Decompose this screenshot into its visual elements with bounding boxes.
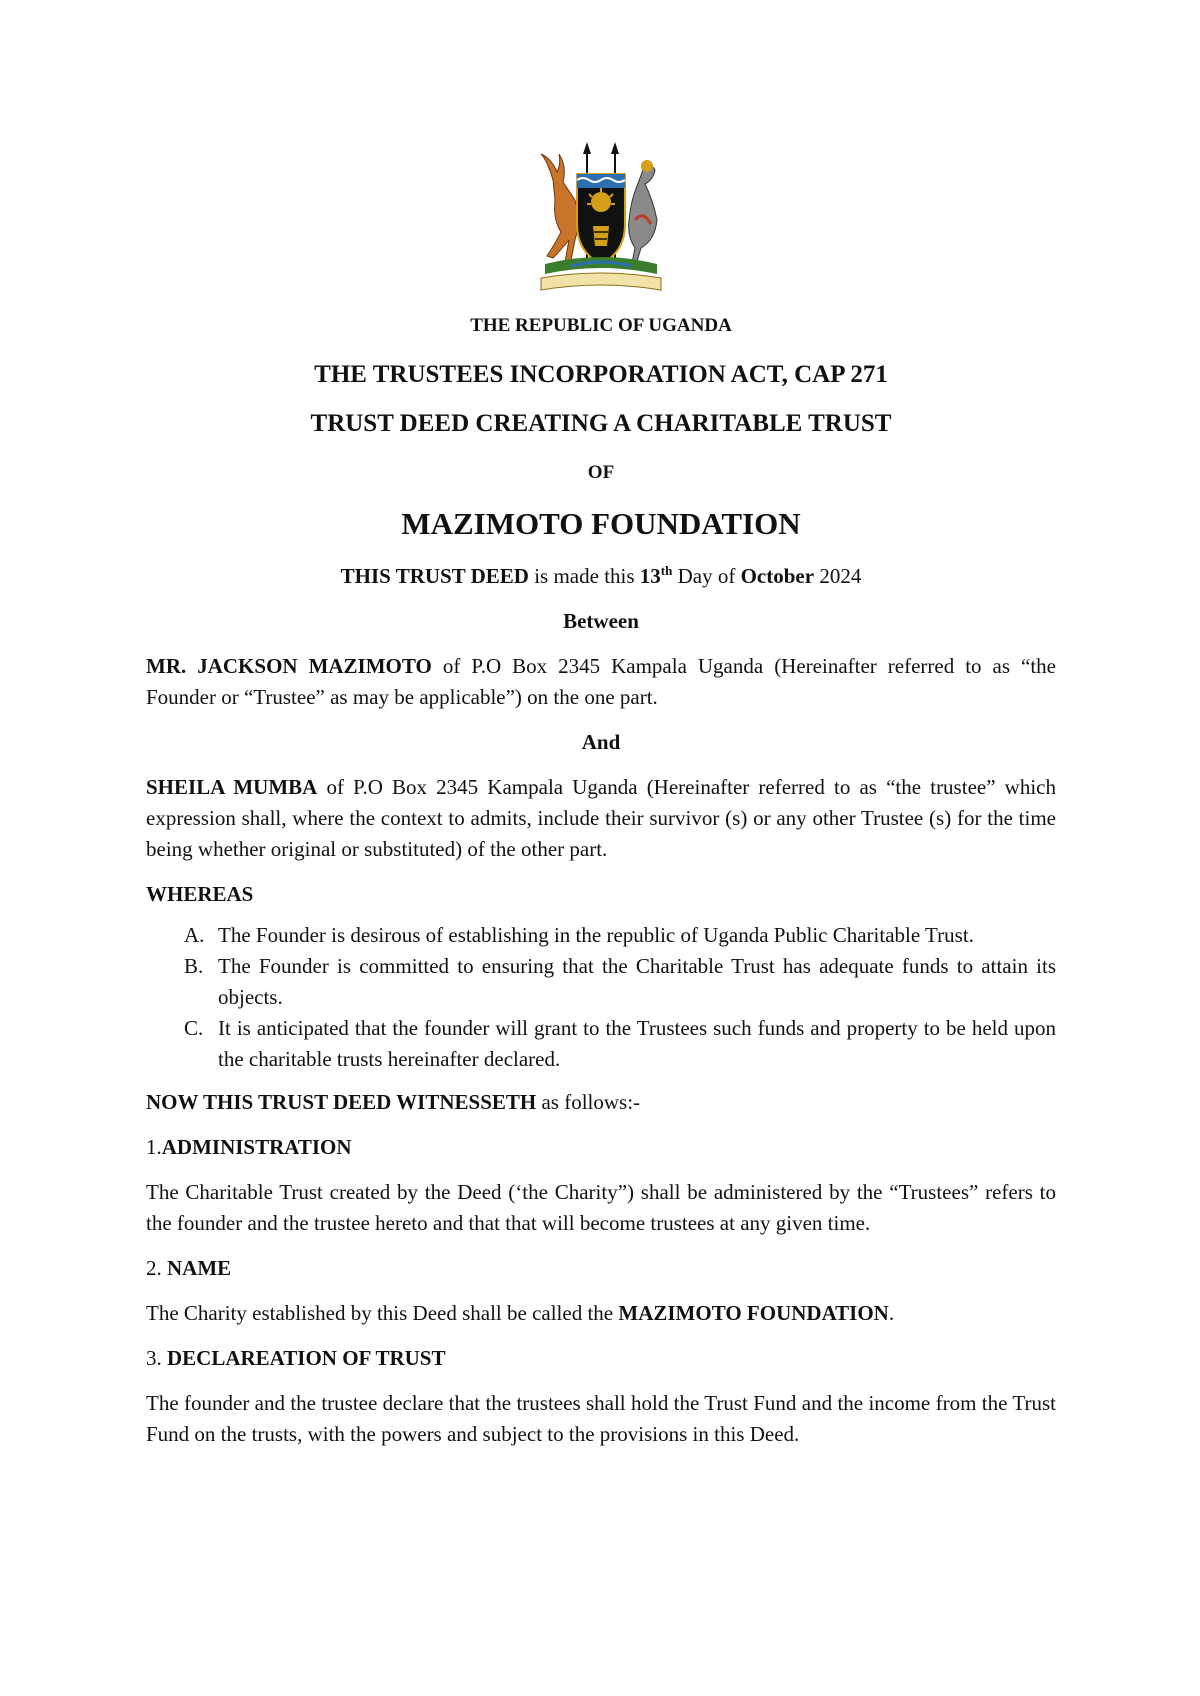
- party-trustee: [146, 772, 1056, 865]
- made-line-day: [640, 564, 673, 588]
- of-heading: OF: [587, 462, 615, 483]
- party-founder: [146, 651, 1056, 713]
- made-line-text1: is made this: [528, 564, 640, 588]
- witness-bold: NOW THIS TRUST DEED WITNESSETH: [146, 1090, 537, 1114]
- party-founder-name: MR. JACKSON MAZIMOTO: [146, 654, 432, 678]
- name-body-bold: MAZIMOTO FOUNDATION: [618, 1301, 889, 1325]
- made-line-text2: Day of: [672, 564, 741, 588]
- witness-rest: as follows:-: [536, 1090, 641, 1114]
- whereas-heading: WHEREAS: [146, 882, 254, 906]
- coat-of-arms-icon: [531, 140, 671, 298]
- section-title: NAME: [167, 1256, 232, 1280]
- made-line-day-suffix: th: [660, 563, 673, 578]
- section-number: 2.: [146, 1256, 167, 1280]
- made-line-day-number: 13: [639, 564, 661, 588]
- name-body-lead: The Charity established by this Deed shall be called the: [146, 1301, 619, 1325]
- recital-item: [146, 920, 1056, 951]
- recital-letter: B.: [184, 954, 204, 978]
- recitals-list: [146, 920, 1056, 1075]
- party-trustee-text: of P.O Box 2345 Kampala Uganda (Hereinafter referred to as “the trustee” which expression shall, where the context to admits, include their survivor (s) or any other Trustee (s) for the time being whether original or substituted) of the other part.: [146, 775, 1056, 861]
- section-number: 3.: [146, 1346, 167, 1370]
- made-line-month: October: [740, 564, 815, 588]
- deed-title: TRUST DEED CREATING A CHARITABLE TRUST: [310, 410, 892, 437]
- recital-text: It is anticipated that the founder will grant to the Trustees such funds and property to be held upon the charitable trusts hereinafter declared.: [218, 1016, 1056, 1071]
- section-heading-declaration: [146, 1343, 1056, 1374]
- made-line-lead: THIS TRUST DEED: [340, 564, 529, 588]
- party-trustee-name: SHEILA MUMBA: [146, 775, 318, 799]
- republic-heading: THE REPUBLIC OF UGANDA: [470, 315, 732, 336]
- made-line: [146, 561, 1056, 592]
- foundation-title: MAZIMOTO FOUNDATION: [401, 506, 801, 541]
- section-body-declaration: The founder and the trustee declare that the trustees shall hold the Trust Fund and the income from the Trust Fund on the trusts, with the powers and subject to the provisions in this Deed.: [146, 1391, 1056, 1446]
- section-body-administration: The Charitable Trust created by the Deed (‘the Charity”) shall be administered by the “Trustees” refers to the founder and the trustee hereto and that that will become trustees at any given time.: [146, 1180, 1056, 1235]
- section-title: DECLAREATION OF TRUST: [167, 1346, 446, 1370]
- act-heading: THE TRUSTEES INCORPORATION ACT, CAP 271: [314, 361, 888, 388]
- between-heading: Between: [563, 609, 639, 633]
- recital-text: The Founder is desirous of establishing in the republic of Uganda Public Charitable Trust.: [218, 923, 974, 947]
- recital-item: [146, 951, 1056, 1013]
- name-body-end: .: [888, 1301, 895, 1325]
- document-content: [146, 140, 1056, 1450]
- recital-letter: A.: [184, 923, 205, 947]
- section-number: 1.: [146, 1135, 162, 1159]
- section-title: ADMINISTRATION: [161, 1135, 352, 1159]
- witness-clause: [146, 1087, 1056, 1118]
- recital-letter: C.: [184, 1016, 204, 1040]
- section-heading-name: [146, 1253, 1056, 1284]
- made-line-year: 2024: [814, 564, 862, 588]
- and-heading: And: [581, 730, 621, 754]
- recital-text: The Founder is committed to ensuring that the Charitable Trust has adequate funds to attain its objects.: [218, 954, 1056, 1009]
- section-body-name: [146, 1298, 1056, 1329]
- section-heading-administration: [146, 1132, 1056, 1163]
- party-founder-text: of P.O Box 2345 Kampala Uganda (Hereinafter referred to as “the Founder or “Trustee” as may be applicable”) on the one part.: [146, 654, 1056, 709]
- recital-item: [146, 1013, 1056, 1075]
